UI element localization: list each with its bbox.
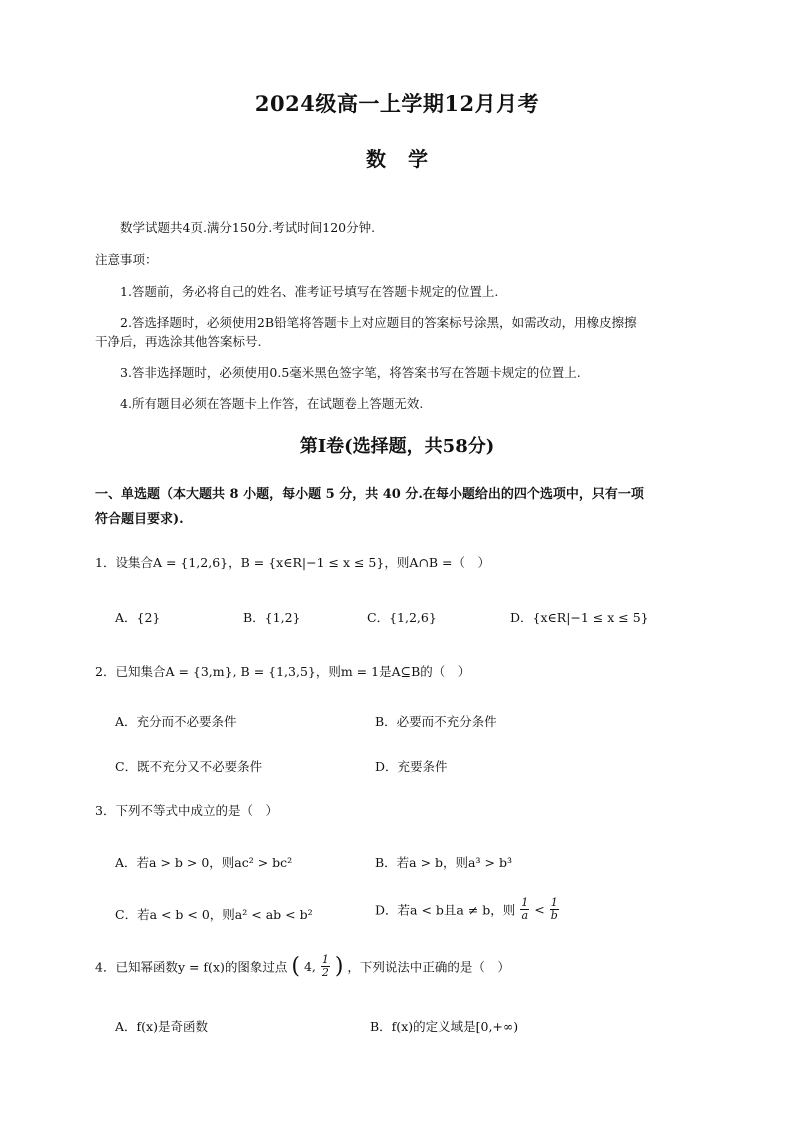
note-item-1: 1.答题前，务必将自己的姓名、准考证号填写在答题卡规定的位置上. — [120, 284, 499, 299]
fraction-denominator: 2 — [321, 966, 329, 979]
point-x: 4, — [303, 959, 316, 974]
question-4-stem-suffix: ，下列说法中正确的是（ ） — [347, 959, 510, 975]
part-heading-line2: 符合题目要求). — [95, 512, 184, 527]
question-4-option-a: A．f(x)是奇函数 — [115, 1019, 208, 1034]
question-2-option-c: C．既不充分又不必要条件 — [115, 759, 263, 774]
exam-title: 2024级高一上学期12月月考 — [254, 91, 540, 116]
question-3-stem: 3．下列不等式中成立的是（ ） — [95, 803, 278, 818]
fraction-numerator: 1 — [550, 896, 558, 909]
fraction-numerator: 1 — [521, 896, 529, 909]
question-3-option-d — [375, 897, 560, 922]
less-than-sign: < — [534, 902, 545, 917]
question-3-option-d-text: D．若a < b且a ≠ b，则 — [375, 902, 516, 918]
question-4-stem-prefix: 4．已知幂函数y = f(x)的图象过点 — [95, 959, 288, 975]
question-3-option-b: B．若a > b，则a³ > b³ — [375, 855, 512, 870]
subject-title: 数学 — [366, 147, 450, 171]
left-paren: ( — [291, 954, 300, 979]
question-4-option-b: B．f(x)的定义域是[0,+∞) — [370, 1019, 519, 1034]
question-2-option-d: D．充要条件 — [375, 759, 448, 774]
question-3-option-c: C．若a < b < 0，则a² < ab < b² — [115, 907, 313, 922]
note-item-2-line1: 2.答选择题时，必须使用2B铅笔将答题卡上对应题目的答案标号涂黑，如需改动，用橡皮擦擦 — [120, 315, 637, 330]
question-2-stem: 2．已知集合A = {3,m}, B = {1,3,5}，则m = 1是A⊆B的（ ） — [95, 664, 471, 679]
fraction-1-over-a — [520, 897, 529, 922]
question-1-option-c: C．{1,2,6} — [367, 610, 437, 625]
question-4-stem — [95, 954, 510, 979]
part-heading-line1: 一、单选题（本大题共 8 小题，每小题 5 分，共 40 分.在每小题给出的四个选项中，只有一项 — [95, 487, 644, 502]
fraction-numerator: 1 — [321, 953, 329, 966]
question-2-option-b: B．必要而不充分条件 — [375, 714, 497, 729]
fraction-denominator: a — [521, 909, 529, 922]
fraction-1-over-2 — [321, 954, 330, 979]
question-2-option-a: A．充分而不必要条件 — [115, 714, 237, 729]
note-item-2-line2: 干净后，再选涂其他答案标号. — [95, 334, 262, 349]
notes-heading: 注意事项： — [95, 252, 158, 267]
question-1-option-a: A．{2} — [115, 610, 161, 625]
question-3-option-a: A．若a > b > 0，则ac² > bc² — [115, 855, 293, 870]
fraction-1-over-b — [550, 897, 559, 922]
exam-intro: 数学试题共4页.满分150分.考试时间120分钟. — [120, 220, 376, 235]
right-paren: ) — [334, 954, 344, 979]
note-item-4: 4.所有题目必须在答题卡上作答，在试题卷上答题无效. — [120, 396, 424, 411]
note-item-3: 3.答非选择题时，必须使用0.5毫米黑色签字笔，将答案书写在答题卡规定的位置上. — [120, 365, 581, 380]
question-1-option-b: B．{1,2} — [243, 610, 301, 625]
question-1-option-d: D．{x∈R|−1 ≤ x ≤ 5} — [510, 610, 649, 625]
question-1-stem: 1．设集合A = {1,2,6}，B = {x∈R|−1 ≤ x ≤ 5}，则A∩B =（ ） — [95, 555, 490, 570]
section-title: 第Ⅰ卷(选择题，共58分) — [299, 436, 495, 457]
fraction-denominator: b — [550, 909, 558, 922]
